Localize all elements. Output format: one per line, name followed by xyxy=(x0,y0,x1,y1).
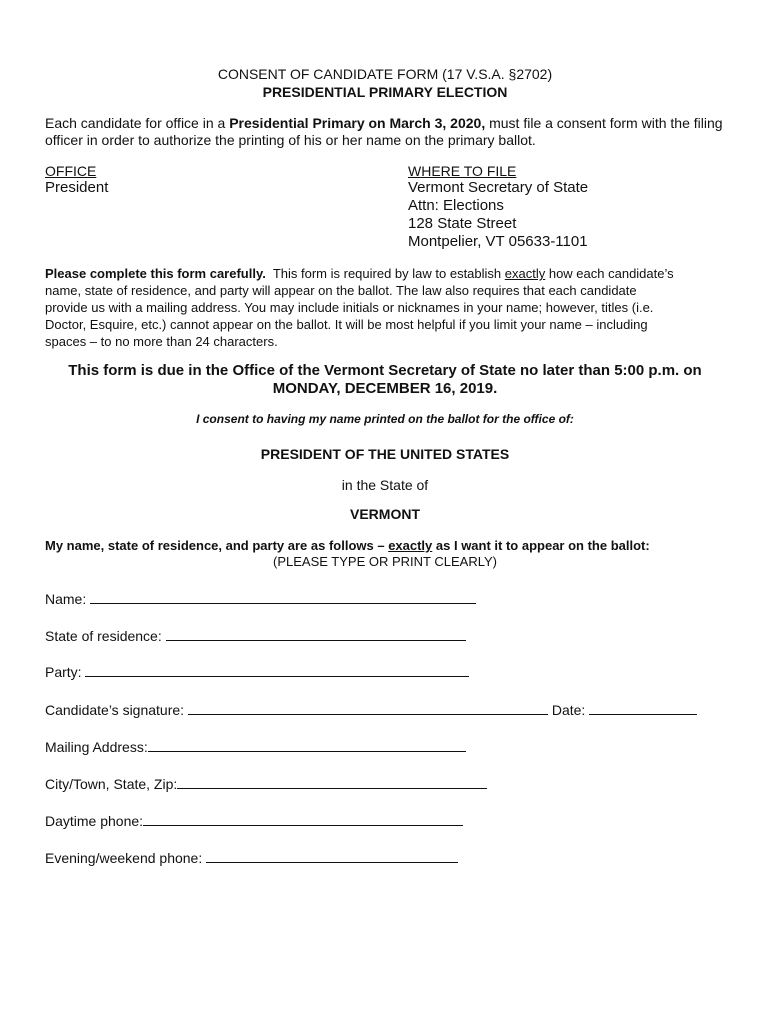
heading-emphasis: exactly xyxy=(388,538,433,553)
state-of-residence-label: State of residence: xyxy=(45,628,162,644)
name-label: Name: xyxy=(45,591,87,607)
instructions-line-4: Doctor, Esquire, etc.) cannot appear on the ballot. It will be most helpful if you limit your name – including xyxy=(45,317,648,332)
office-value: President xyxy=(45,179,109,196)
evening-phone-input-line[interactable] xyxy=(206,848,458,863)
daytime-phone-input-line[interactable] xyxy=(143,811,463,826)
mailing-address-input-line[interactable] xyxy=(148,737,466,752)
where-to-file-address xyxy=(408,179,588,251)
city-state-zip-label: City/Town, State, Zip: xyxy=(45,776,178,792)
instructions-bold: Please complete this form carefully. xyxy=(45,266,266,281)
instructions-line-1 xyxy=(45,265,674,282)
where-to-file-label: WHERE TO FILE xyxy=(408,163,517,179)
party-input-line[interactable] xyxy=(85,662,469,677)
mailing-address-field xyxy=(45,737,466,756)
instructions-paragraph xyxy=(45,265,674,350)
instructions-emphasis: exactly xyxy=(504,266,546,281)
date-input-line[interactable] xyxy=(589,700,697,715)
daytime-phone-field xyxy=(45,811,463,830)
party-label: Party: xyxy=(45,664,82,680)
consent-in-state: in the State of xyxy=(341,477,429,493)
instructions-line-5: spaces – to no more than 24 characters. xyxy=(45,334,278,349)
office-label: OFFICE xyxy=(45,163,97,179)
evening-phone-label: Evening/weekend phone: xyxy=(45,850,203,866)
address-line: Attn: Elections xyxy=(408,197,504,214)
address-line: Montpelier, VT 05633-1101 xyxy=(408,233,588,250)
intro-text-2: must file a consent form with the filing xyxy=(485,115,723,131)
intro-line-2: officer in order to authorize the printing of his or her name on the primary ballot. xyxy=(45,132,536,148)
signature-label: Candidate’s signature: xyxy=(45,702,185,718)
instructions-text: how each candidate’s xyxy=(545,266,674,281)
deadline-line-2: MONDAY, DECEMBER 16, 2019. xyxy=(272,380,498,397)
heading-text: My name, state of residence, and party are as follows – xyxy=(45,538,389,553)
state-of-residence-field xyxy=(45,626,466,645)
name-field xyxy=(45,589,476,608)
heading-text: as I want it to appear on the ballot: xyxy=(432,538,650,553)
deadline-line-1: This form is due in the Office of the Vermont Secretary of State no later than 5:00 p.m. on xyxy=(68,362,702,379)
daytime-phone-label: Daytime phone: xyxy=(45,813,144,829)
instructions-text: This form is required by law to establish xyxy=(265,266,505,281)
address-line: Vermont Secretary of State xyxy=(408,179,589,196)
date-label: Date: xyxy=(551,702,586,718)
intro-bold: Presidential Primary on March 3, 2020, xyxy=(229,115,486,131)
city-state-zip-input-line[interactable] xyxy=(177,774,487,789)
address-line: 128 State Street xyxy=(408,215,517,232)
signature-field xyxy=(45,700,697,719)
evening-phone-field xyxy=(45,848,458,867)
consent-office: PRESIDENT OF THE UNITED STATES xyxy=(260,446,510,462)
name-section-subheading: (PLEASE TYPE OR PRINT CLEARLY) xyxy=(273,554,497,569)
intro-line-1 xyxy=(45,115,723,132)
intro-text: Each candidate for office in a xyxy=(45,115,230,131)
instructions-line-3: provide us with a mailing address. You may include initials or nicknames in your name; however, titles (i.e. xyxy=(45,300,654,315)
form-title: CONSENT OF CANDIDATE FORM (17 V.S.A. §2702) xyxy=(217,66,553,82)
name-section-heading xyxy=(45,538,650,554)
form-subtitle: PRESIDENTIAL PRIMARY ELECTION xyxy=(262,84,508,100)
mailing-address-label: Mailing Address: xyxy=(45,739,148,755)
city-state-zip-field xyxy=(45,774,487,793)
consent-state: VERMONT xyxy=(350,506,420,522)
signature-input-line[interactable] xyxy=(188,700,548,715)
state-of-residence-input-line[interactable] xyxy=(166,626,466,641)
name-input-line[interactable] xyxy=(90,589,476,604)
instructions-line-2: name, state of residence, and party will appear on the ballot. The law also requires that each candidate xyxy=(45,283,637,298)
party-field xyxy=(45,662,469,681)
consent-statement: I consent to having my name printed on the ballot for the office of: xyxy=(196,412,574,426)
